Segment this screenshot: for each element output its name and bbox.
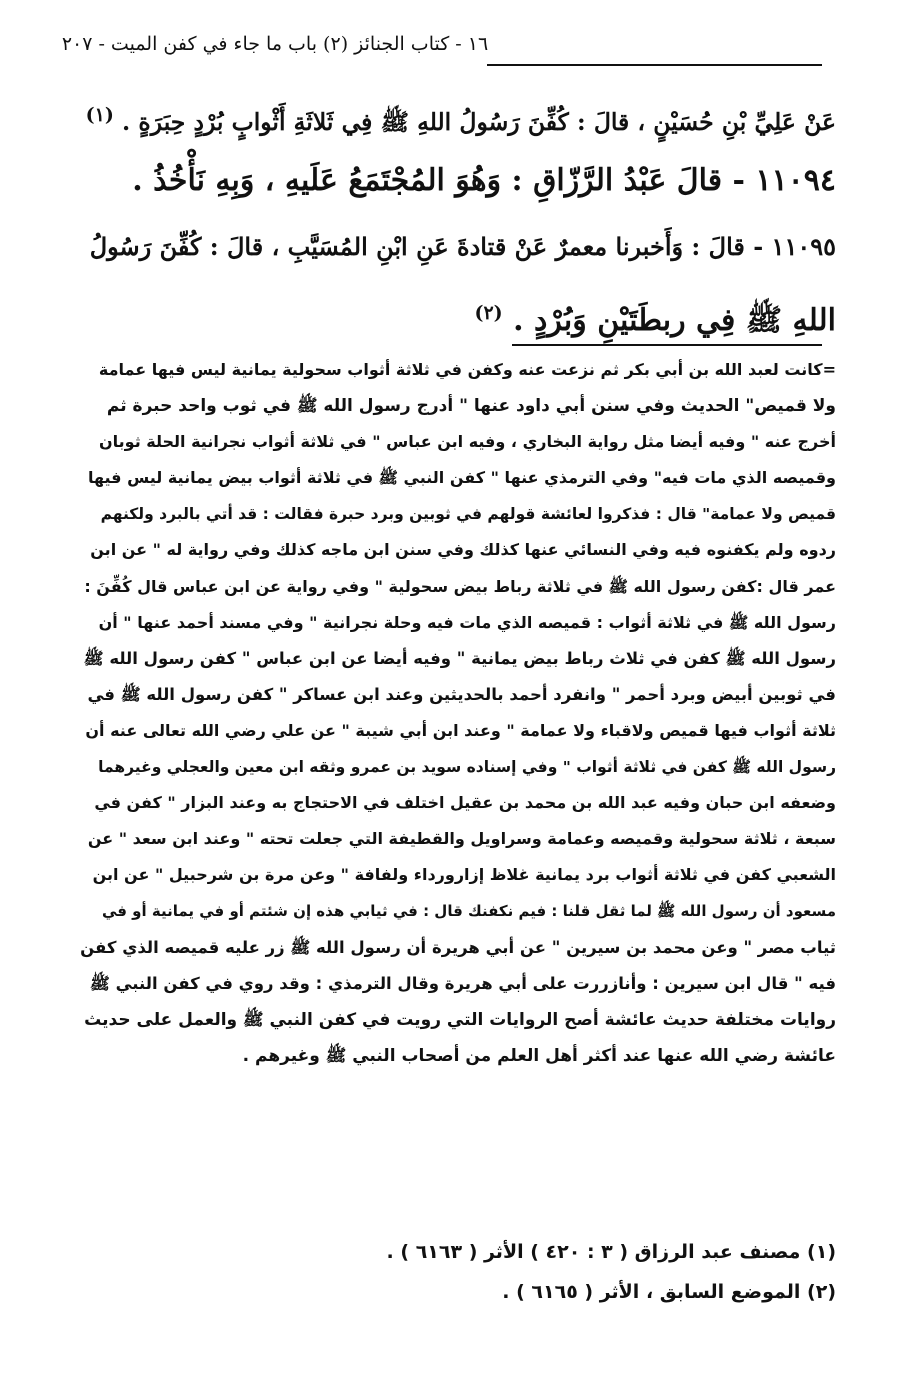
commentary-line: ثياب مصر " وعن محمد بن سيرين " عن أبي هريرة أن رسول الله ﷺ زر عليه قميصه الذي كفن — [80, 937, 836, 957]
main-line-text: اللهِ ﷺ فِي ربطَتَيْنِ وَبُرْدٍ . — [513, 303, 836, 338]
commentary-line: رسول الله ﷺ في ثلاثة أثواب : قميصه الذي مات فيه وحلة نجرانية " وفي مسند أحمد عنها " أن — [98, 612, 836, 632]
commentary-line: رسول الله ﷺ كفن في ثلاث رباط بيض يمانية " وفيه أيضا عن ابن عباس " كفن رسول الله ﷺ — [83, 648, 836, 668]
main-hadith-text — [78, 82, 836, 346]
main-line — [78, 148, 836, 214]
commentary-line: فيه " قال ابن سيرين : وأنازررت على أبي هريرة وقال الترمذي : وقد روي في كفن النبي ﷺ — [89, 973, 836, 993]
footnote-2: (٢) الموضع السابق ، الأثر ( ٦١٦٥ ) . — [502, 1281, 836, 1303]
commentary-line: روايات مختلفة حديث عائشة أصح الروايات التي رويت في كفن النبي ﷺ والعمل على حديث — [84, 1009, 836, 1030]
commentary-line: أخرج عنه " وفيه أيضا مثل رواية البخاري ، وفيه ابن عباس " في ثلاثة أثواب نجرانية الحلة ثوبان — [98, 432, 836, 452]
main-line-text: ١١٠٩٤ - قالَ عَبْدُ الرَّزّاقِ : وَهُوَ المُجْتَمَعُ عَلَيهِ ، وَبِهِ نَأْخُذُ . — [132, 163, 836, 198]
commentary-line: ثلاثة أثواب فيها قميص ولاقباء ولا عمامة " وعند ابن أبي شيبة " عن علي رضي الله تعالى عنه أن — [85, 720, 836, 740]
commentary-line: الشعبي كفن في ثلاثة أثواب برد يمانية غلاظ إزارورداء ولفافة " وعن مرة بن شرحبيل " عن ابن — [92, 865, 836, 885]
footnote-marker: (١) — [85, 104, 114, 126]
footnote-marker: (٢) — [474, 302, 503, 324]
commentary-line: وقميصه الذي مات فيه" وفي الترمذي عنها " كفن النبي ﷺ في ثلاثة أثواب بيض يمانية ليس فيها — [87, 468, 836, 488]
running-header: ١٦ - كتاب الجنائز (٢) باب ما جاء في كفن الميت - ٢٠٧ — [61, 33, 489, 55]
header-rule — [487, 64, 822, 66]
main-line — [78, 280, 836, 346]
commentary-line: ردوه ولم يكفنوه فيه وفي النسائي عنها كذلك وفي سنن ابن ماجه كذلك وفي رواية له " عن ابن — [90, 540, 836, 560]
footnote-1: (١) مصنف عبد الرزاق ( ٣ : ٤٢٠ ) الأثر ( ٦١٦٣ ) . — [386, 1241, 836, 1263]
commentary-line: ولا قميص" الحديث وفي سنن أبي داود عنها " أدرج رسول الله ﷺ في ثوب واحد حبرة ثم — [106, 396, 836, 417]
main-line-text: عَنْ عَلِيِّ بْنِ حُسَيْنٍ ، قالَ : كُفِّنَ رَسُولُ اللهِ ﷺ فِي ثَلاثَةِ أَثْوابٍ بُرْدٍ حِبَرَةٍ . — [122, 107, 836, 136]
commentary-line: =كانت لعبد الله بن أبي بكر ثم نزعت عنه وكفن في ثلاثة أثواب سحولية يمانية ليس فيها عمامة — [98, 360, 836, 379]
main-line-text: ١١٠٩٥ - قالَ : وَأَخبرنا معمرٌ عَنْ قتادةَ عَنِ ابْنِ المُسَيَّبِ ، قالَ : كُفِّنَ رَسُولُ — [89, 232, 836, 261]
footnotes — [78, 1232, 836, 1312]
commentary-line: في ثوبين أبيض وبرد أحمر " وانفرد أحمد بالحديثين وعند ابن عساكر " كفن رسول الله ﷺ في — [87, 684, 836, 704]
commentary-notes — [78, 352, 836, 1074]
commentary-line: مسعود أن رسول الله ﷺ لما ثقل قلنا : فيم نكفنك قال : في ثيابي هذه إن شئتم أو في يمانية أو في — [101, 902, 836, 921]
commentary-line: عائشة رضي الله عنها عند أكثر أهل العلم من أصحاب النبي ﷺ وغيرهم . — [242, 1045, 836, 1066]
commentary-line: قميص ولا عمامة" قال : فذكروا لعائشة قولهم في ثوبين وبرد حبرة فقالت : قد أتي بالبرد ولكنهم — [100, 505, 836, 524]
main-line — [78, 82, 836, 148]
commentary-line: رسول الله ﷺ كفن في ثلاثة أثواب " وفي إسناده سويد بن عمرو وثقه ابن معين والعجلي وغيرهما — [98, 758, 836, 777]
main-line — [78, 214, 836, 280]
commentary-line: عمر قال :كفن رسول الله ﷺ في ثلاثة رباط بيض سحولية " وفي رواية عن ابن عباس قال كُفِّنَ : — [84, 576, 836, 596]
commentary-line: سبعة ، ثلاثة سحولية وقميصه وعمامة وسراويل والقطيفة التي جعلت تحته " وعند ابن سعد " عن — [87, 829, 836, 849]
commentary-line: وضعفه ابن حبان وفيه عبد الله بن محمد بن عقيل اختلف في الاحتجاج به وعند البزار " كفن في — [94, 793, 836, 813]
notes-rule — [512, 344, 822, 346]
